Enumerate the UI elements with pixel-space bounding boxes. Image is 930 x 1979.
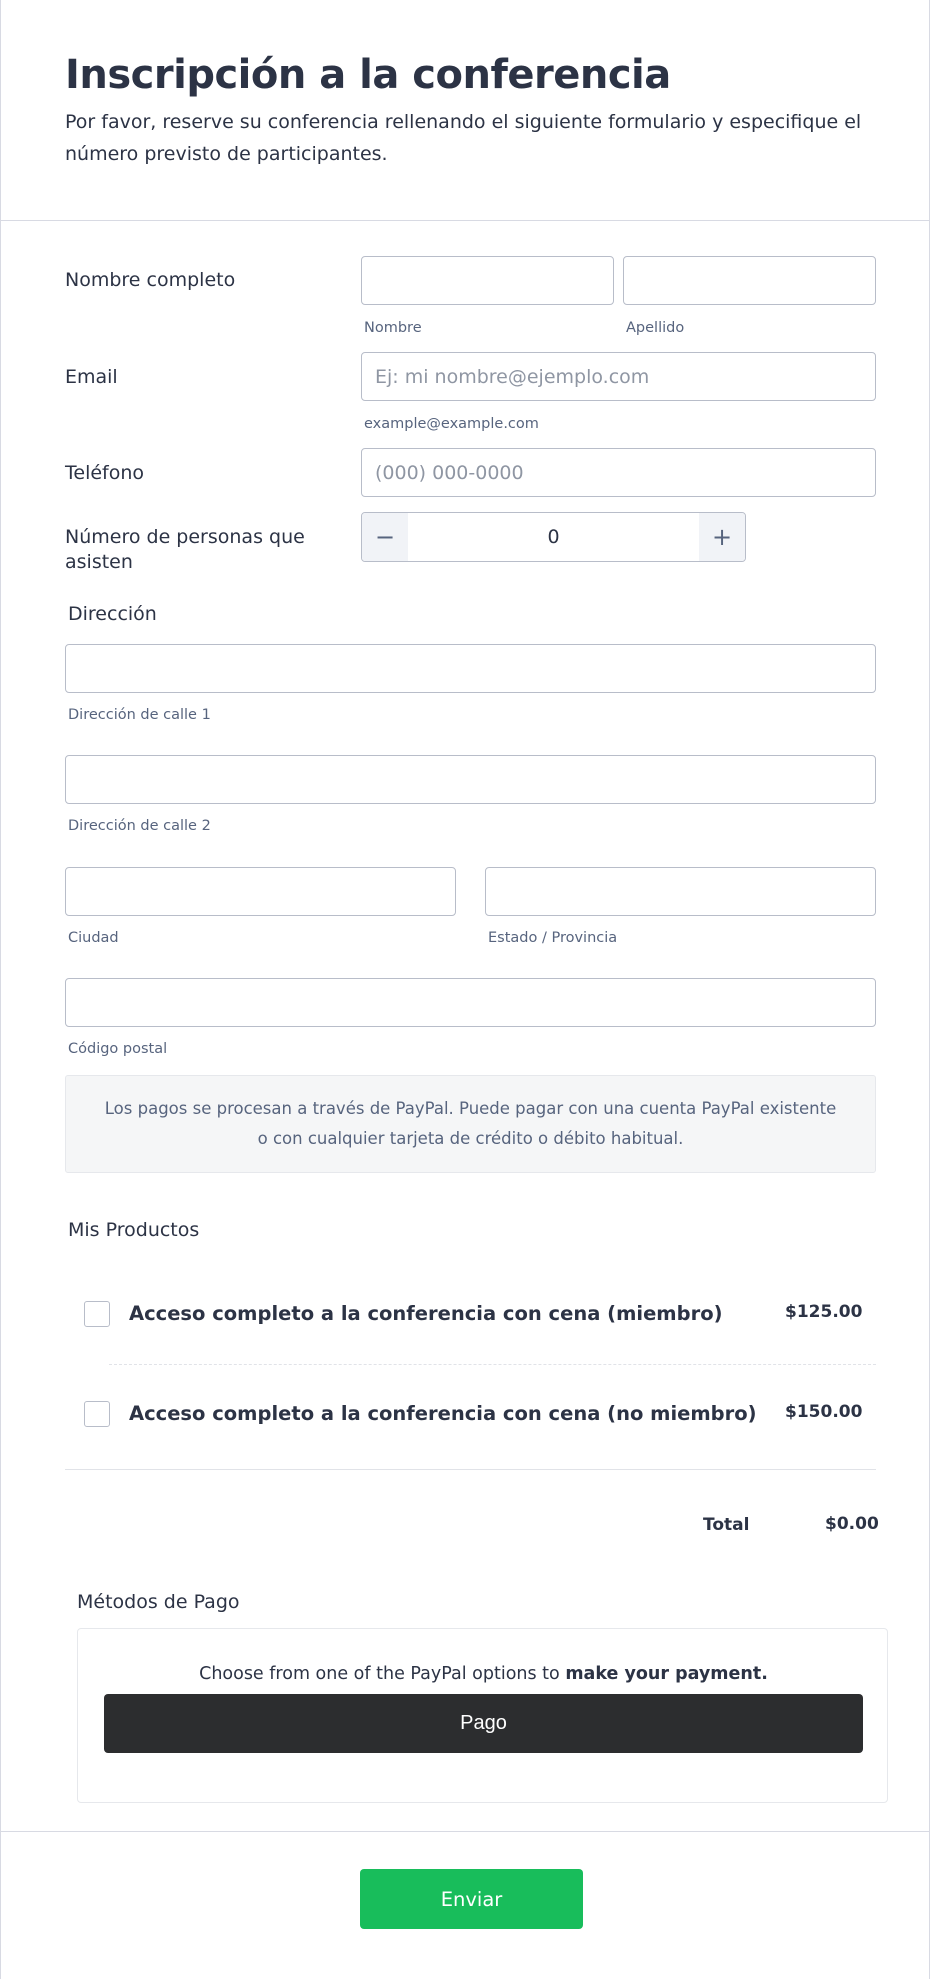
product-separator xyxy=(109,1364,876,1365)
payment-text-bold: make your payment. xyxy=(565,1664,768,1684)
payment-text-prefix: Choose from one of the PayPal options to xyxy=(199,1664,566,1684)
state-input[interactable] xyxy=(485,867,876,916)
email-sublabel: example@example.com xyxy=(364,416,539,432)
product-2-name: Acceso completo a la conferencia con cena (no miembro) xyxy=(129,1402,757,1425)
attendees-stepper xyxy=(361,512,746,562)
products-divider xyxy=(65,1469,876,1470)
submit-button[interactable]: Enviar xyxy=(360,1869,583,1929)
state-sublabel: Estado / Provincia xyxy=(488,930,618,946)
product-1-checkbox[interactable] xyxy=(84,1301,110,1327)
street2-sublabel: Dirección de calle 2 xyxy=(68,818,211,834)
header-divider xyxy=(1,220,930,221)
postal-code-input[interactable] xyxy=(65,978,876,1027)
postal-code-sublabel: Código postal xyxy=(68,1041,168,1057)
email-input[interactable]: Ej: mi nombre@ejemplo.com xyxy=(361,352,876,401)
increment-button[interactable]: + xyxy=(699,513,745,561)
full-name-label: Nombre completo xyxy=(65,269,236,291)
attendees-value[interactable]: 0 xyxy=(547,526,560,548)
payment-methods-label: Métodos de Pago xyxy=(77,1591,240,1613)
paypal-pay-button[interactable]: Pago xyxy=(104,1694,863,1753)
attendees-label: Número de personas que asisten xyxy=(65,526,305,573)
total-value: $0.00 xyxy=(825,1514,879,1534)
last-name-sublabel: Apellido xyxy=(626,320,685,336)
city-sublabel: Ciudad xyxy=(68,930,119,946)
city-input[interactable] xyxy=(65,867,456,916)
last-name-input[interactable] xyxy=(623,256,876,305)
products-label: Mis Productos xyxy=(68,1219,200,1241)
street1-input[interactable] xyxy=(65,644,876,693)
paypal-notice: Los pagos se procesan a través de PayPal. Puede pagar con una cuenta PayPal existente o con cualquier tarjeta de crédito o débito habitual. xyxy=(65,1075,876,1173)
product-2-checkbox[interactable] xyxy=(84,1401,110,1427)
page-subtitle: Por favor, reserve su conferencia rellenando el siguiente formulario y especifique el número previsto de participantes. xyxy=(65,111,862,165)
product-1-price: $125.00 xyxy=(785,1302,863,1322)
payment-box xyxy=(77,1628,888,1803)
email-label: Email xyxy=(65,366,118,388)
decrement-button[interactable]: − xyxy=(362,513,408,561)
product-1-name: Acceso completo a la conferencia con cena (miembro) xyxy=(129,1302,723,1325)
product-2-price: $150.00 xyxy=(785,1402,863,1422)
payment-instructions xyxy=(78,1664,889,1684)
total-label: Total xyxy=(703,1515,750,1535)
page-title: Inscripción a la conferencia xyxy=(65,52,671,98)
phone-input[interactable]: (000) 000-0000 xyxy=(361,448,876,497)
street1-sublabel: Dirección de calle 1 xyxy=(68,707,211,723)
first-name-input[interactable] xyxy=(361,256,614,305)
first-name-sublabel: Nombre xyxy=(364,320,422,336)
address-label: Dirección xyxy=(68,603,157,625)
footer-divider xyxy=(1,1831,930,1832)
phone-label: Teléfono xyxy=(65,462,145,484)
street2-input[interactable] xyxy=(65,755,876,804)
